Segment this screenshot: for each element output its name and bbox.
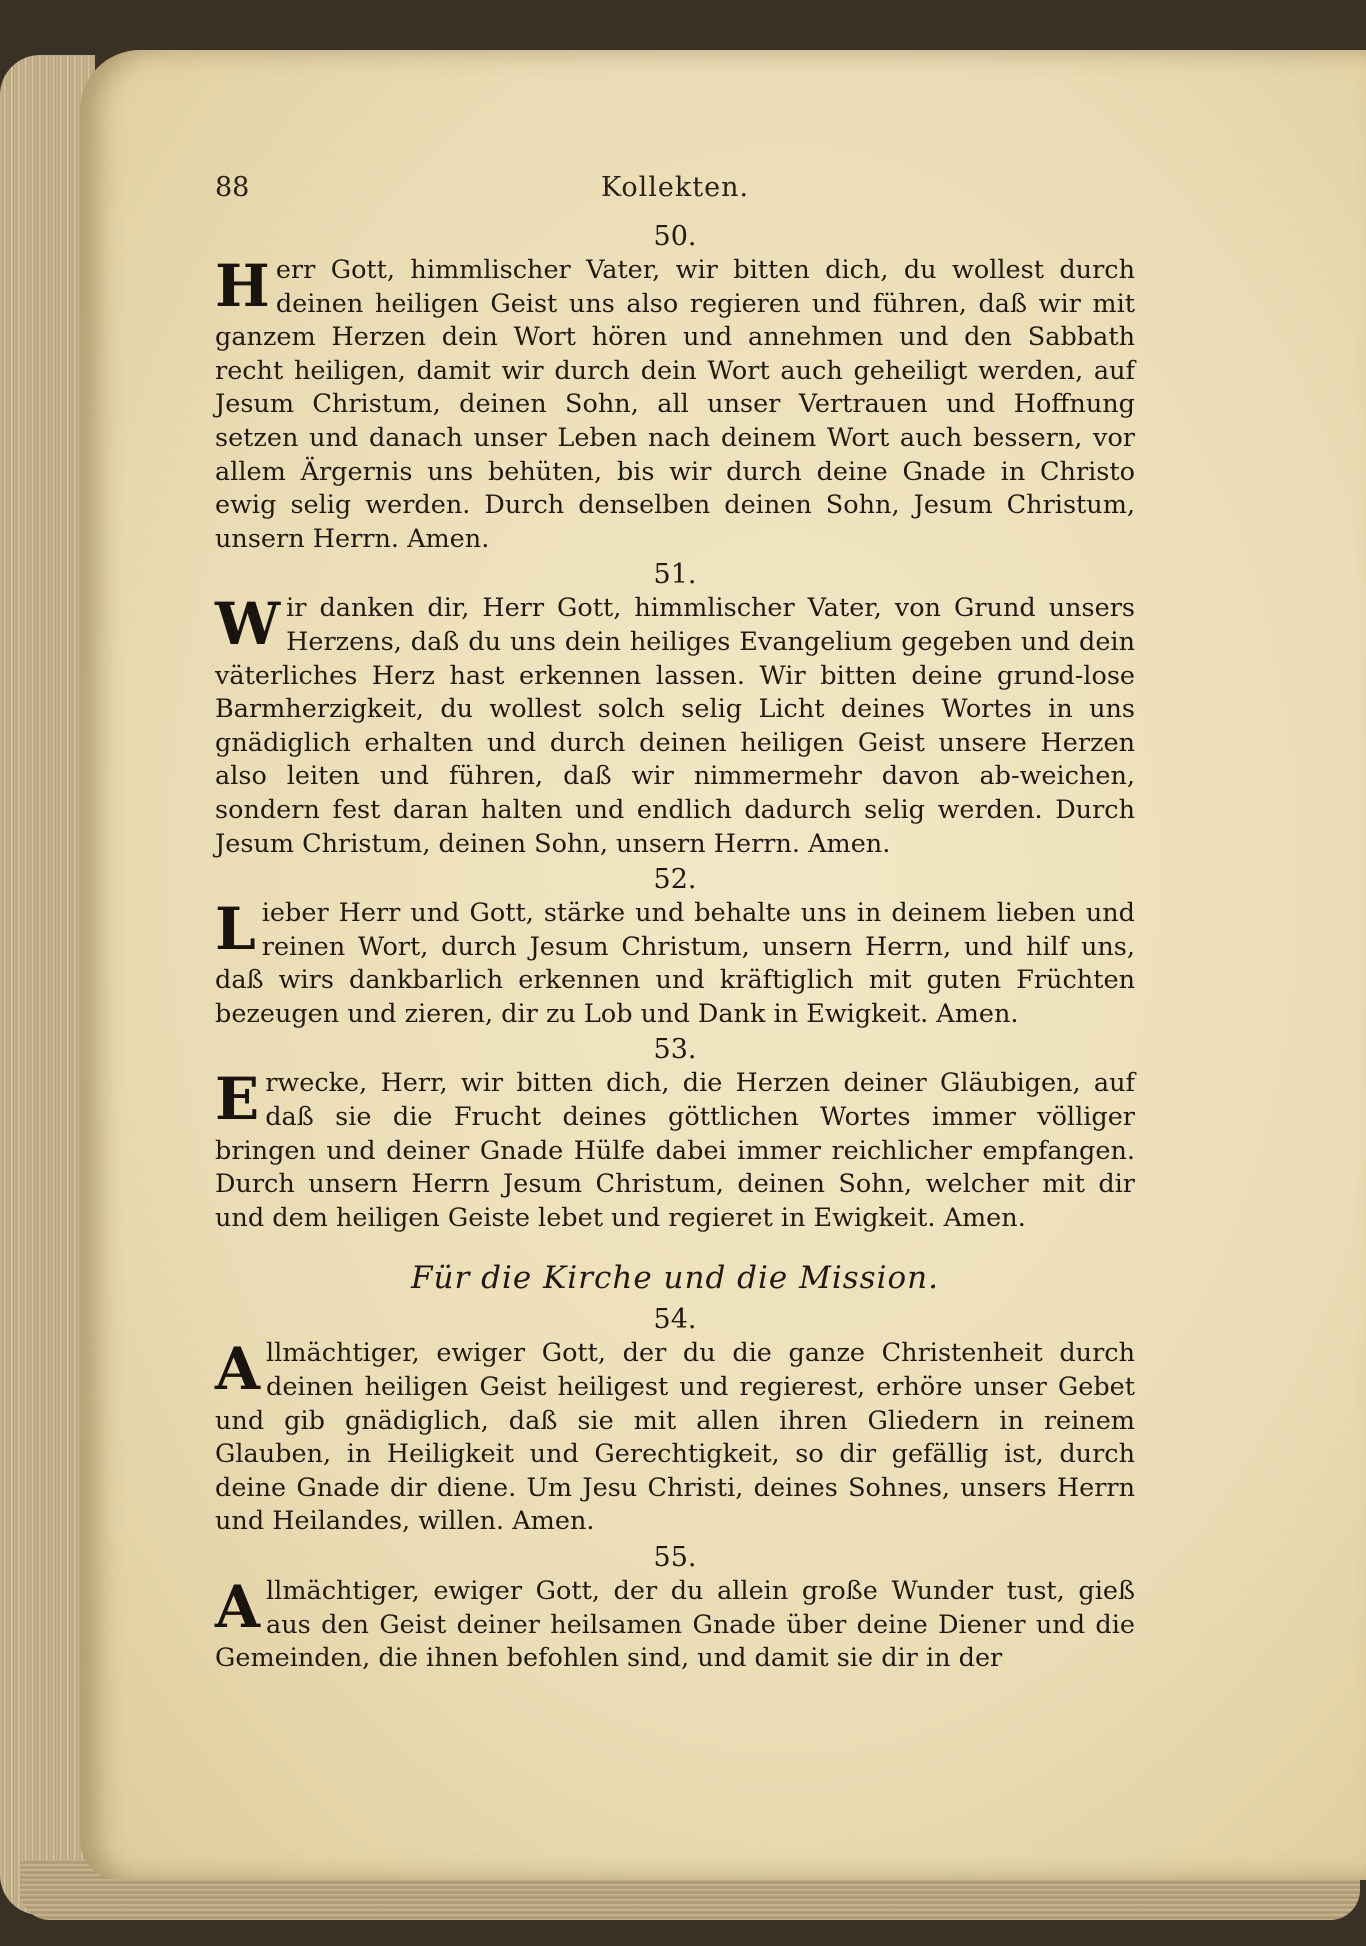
prayer-number: 50.	[653, 221, 697, 252]
prayer-text	[215, 1337, 1135, 1539]
prayer-text	[215, 254, 1135, 556]
prayer-text	[215, 592, 1135, 861]
prayer-number: 53.	[653, 1034, 697, 1066]
prayer-body: err Gott, himmlischer Vater, wir bitten dich, du wollest durch deinen heiligen Geist uns also regieren und führen, daß wir mit ganzem Herzen dein Wort hören und annehmen und den Sabbath recht heiligen, damit wir durch dein Wort auch geheiligt werden, auf Jesum Christum, deinen Sohn, all unser Vertrauen und Hoffnung setzen und danach unser Leben nach deinem Wort auch bessern, vor allem Ärgernis uns behüten, bis wir durch deine Gnade in Christo ewig selig werden. Durch denselben deinen Sohn, Jesum Christum, unsern Herrn. Amen.	[215, 255, 1135, 554]
prayer-text	[215, 1067, 1135, 1235]
prayer-block	[215, 1033, 1135, 1235]
prayer-body: ieber Herr und Gott, stärke und behalte uns in deinem lieben und reinen Wort, durch Jesum Christum, unsern Herrn, und hilf uns, daß wirs dankbarlich erkennen und kräftiglich mit guten Früchten bezeugen und zieren, dir zu Lob und Dank in Ewigkeit. Amen.	[215, 898, 1135, 1029]
prayer-number: 55.	[653, 1542, 697, 1573]
drop-cap: L	[215, 895, 256, 964]
prayer-number: 52.	[653, 864, 697, 896]
drop-cap: E	[215, 1065, 260, 1134]
prayer-body: ir danken dir, Herr Gott, himmlischer Vater, von Grund unsers Herzens, daß du uns dein heiliges Evangelium gegeben und dein väterliches Herz hast erkennen lassen. Wir bitten deine grund-lose Barmherzigkeit, du wollest solch selig Licht deines Wortes in uns gnädiglich erhalten und durch deinen heiligen Geist unsere Herzen also leiten und führen, daß wir nimmermehr davon ab-weichen, sondern fest daran halten und endlich dadurch selig werden. Durch Jesum Christum, deinen Sohn, unsern Herrn. Amen.	[215, 593, 1135, 859]
prayer-number: 51.	[653, 559, 697, 591]
prayer-body: llmächtiger, ewiger Gott, der du allein große Wunder tust, gieß aus den Geist deiner heilsamen Gnade über deine Diener und die Gemeinden, die ihnen befohlen sind, und damit sie dir in der	[215, 1576, 1135, 1674]
section-heading: Für die Kirche und die Mission.	[411, 1260, 939, 1297]
drop-cap: H	[215, 252, 270, 320]
page-content	[215, 218, 1135, 1676]
prayer-text	[215, 1575, 1135, 1676]
prayer-body: rwecke, Herr, wir bitten dich, die Herzen deiner Gläubigen, auf daß sie die Frucht deines göttlichen Wortes immer völliger bringen und deiner Gnade Hülfe dabei immer reichlicher empfangen. Durch unsern Herrn Jesum Christum, deinen Sohn, welcher mit dir und dem heiligen Geiste lebet und regieret in Ewigkeit. Amen.	[215, 1068, 1135, 1233]
prayer-block	[215, 1303, 1135, 1539]
prayer-block	[215, 863, 1135, 1031]
prayer-number: 54.	[653, 1304, 697, 1336]
drop-cap: A	[215, 1573, 261, 1641]
running-head: Kollekten.	[600, 172, 750, 203]
prayer-text	[215, 897, 1135, 1031]
prayer-block	[215, 220, 1135, 556]
drop-cap: W	[215, 590, 281, 659]
drop-cap: A	[215, 1335, 261, 1404]
page-number: 88	[215, 172, 250, 203]
prayer-block	[215, 1541, 1135, 1676]
prayer-block	[215, 558, 1135, 861]
prayer-body: llmächtiger, ewiger Gott, der du die ganze Christenheit durch deinen heiligen Geist heiligest und regierest, erhöre unser Gebet und gib gnädiglich, daß sie mit allen ihren Gliedern in reinem Glauben, in Heiligkeit und Gerechtigkeit, so dir gefällig ist, durch deine Gnade dir diene. Um Jesu Christi, deines Sohnes, unsers Herrn und Heilandes, willen. Amen.	[215, 1338, 1135, 1537]
page-header	[215, 172, 1135, 212]
